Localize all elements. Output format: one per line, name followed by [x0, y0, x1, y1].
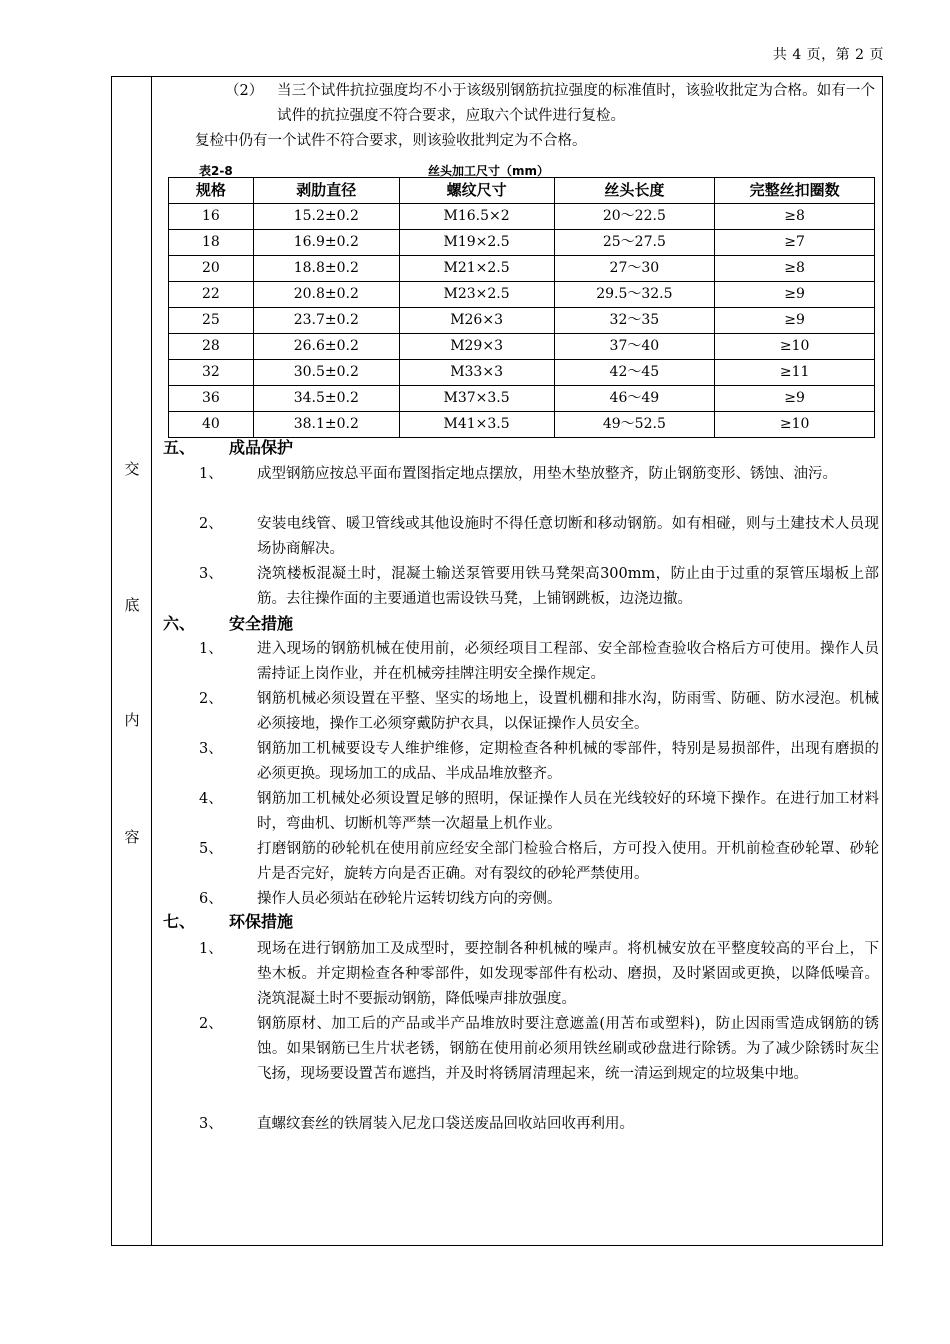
recheck-text: 复检中仍有一个试件不符合要求，则该验收批判定为不合格。: [195, 133, 587, 149]
table-cell: M21×2.5: [399, 256, 554, 282]
table-cell: 26.6±0.2: [253, 334, 399, 360]
side-label-column: [112, 77, 152, 1245]
list-item-text: 操作人员必须站在砂轮片运转切线方向的旁侧。: [257, 891, 562, 907]
table-cell: 16.9±0.2: [253, 230, 399, 256]
table-cell: 20: [169, 256, 254, 282]
table-row: [169, 256, 875, 282]
list-item-text: 安装电线管、暖卫管线或其他设施时不得任意切断和移动钢筋。如有相碰，则与土建技术人员现场协商解决。: [257, 516, 879, 557]
list-item-text: 现场在进行钢筋加工及成型时，要控制各种机械的噪声。将机械安放在平整度较高的平台上，下垫木板。并定期检查各种零部件，如发现零部件有松动、磨损，及时紧固或更换，以降低噪音。浇筑混凝土时不要振动钢筋，降低噪声排放强度。: [257, 941, 879, 1007]
section-number: 五、: [163, 438, 196, 457]
list-item: [199, 737, 879, 787]
list-item-text: 钢筋加工机械要设专人维护维修，定期检查各种机械的零部件，特别是易损部件，出现有磨损的必须更换。现场加工的成品、半成品堆放整齐。: [257, 741, 879, 782]
list-item: [199, 1112, 879, 1137]
col-header: 规格: [169, 178, 254, 204]
table-cell: 15.2±0.2: [253, 204, 399, 230]
table-row: [169, 204, 875, 230]
table-cell: ≥10: [715, 334, 875, 360]
table-cell: 38.1±0.2: [253, 412, 399, 438]
table-title: 丝头加工尺寸（mm）: [428, 164, 550, 178]
list-item: [199, 937, 879, 1012]
list-item-text: 进入现场的钢筋机械在使用前，必须经项目工程部、安全部检查验收合格后方可使用。操作人员需持证上岗作业，并在机械旁挂牌注明安全操作规定。: [257, 641, 879, 682]
list-item: [199, 787, 879, 837]
table-cell: 49～52.5: [554, 412, 715, 438]
table-cell: ≥9: [715, 386, 875, 412]
side-label-char: 底: [124, 596, 140, 614]
table-cell: ≥9: [715, 282, 875, 308]
table-body: [169, 204, 875, 438]
table-cell: M37×3.5: [399, 386, 554, 412]
list-item: [199, 687, 879, 737]
col-header: 丝头长度: [554, 178, 715, 204]
table-cell: 23.7±0.2: [253, 308, 399, 334]
list-item: [199, 637, 879, 687]
list-item-number: 2、: [199, 691, 223, 707]
col-header: 剥肋直径: [253, 178, 399, 204]
table-cell: 30.5±0.2: [253, 360, 399, 386]
table-row: [169, 308, 875, 334]
table-cell: ≥8: [715, 256, 875, 282]
section-title: 成品保护: [229, 438, 294, 457]
col-header: 完整丝扣圈数: [715, 178, 875, 204]
table-cell: 32～35: [554, 308, 715, 334]
table-cell: ≥11: [715, 360, 875, 386]
table-cell: M33×3: [399, 360, 554, 386]
side-label-char: 内: [124, 711, 140, 729]
list-item-number: 3、: [199, 566, 223, 582]
intro-item-number: （2）: [225, 83, 264, 99]
side-label-char: 容: [124, 828, 140, 846]
section-heading: [163, 909, 293, 934]
list-item: [199, 562, 879, 612]
list-item-number: 1、: [199, 941, 223, 957]
thread-size-table: [168, 177, 875, 438]
table-number: 表2-8: [199, 164, 233, 178]
table-cell: M41×3.5: [399, 412, 554, 438]
list-item-number: 3、: [199, 1116, 223, 1132]
content-area: [153, 77, 882, 1245]
table-cell: 20.8±0.2: [253, 282, 399, 308]
table-cell: 42～45: [554, 360, 715, 386]
table-cell: 25～27.5: [554, 230, 715, 256]
list-item-text: 直螺纹套丝的铁屑装入尼龙口袋送废品回收站回收再利用。: [257, 1116, 634, 1132]
list-item-number: 3、: [199, 741, 223, 757]
list-item: [199, 512, 879, 562]
section-number: 六、: [163, 614, 196, 633]
section-heading: [163, 611, 293, 636]
table-cell: 25: [169, 308, 254, 334]
table-cell: M23×2.5: [399, 282, 554, 308]
list-item: [199, 887, 879, 912]
intro-item: [225, 79, 875, 129]
table-cell: 16: [169, 204, 254, 230]
col-header: 螺纹尺寸: [399, 178, 554, 204]
table-cell: 28: [169, 334, 254, 360]
table-cell: 20～22.5: [554, 204, 715, 230]
table-cell: M26×3: [399, 308, 554, 334]
table-cell: M16.5×2: [399, 204, 554, 230]
table-cell: 40: [169, 412, 254, 438]
list-item: [199, 837, 879, 887]
section-heading: [163, 435, 293, 460]
table-cell: 27～30: [554, 256, 715, 282]
table-header-row: [169, 178, 875, 204]
list-item-text: 成型钢筋应按总平面布置图指定地点摆放，用垫木垫放整齐，防止钢筋变形、锈蚀、油污。: [257, 466, 837, 482]
table-cell: 34.5±0.2: [253, 386, 399, 412]
list-item-number: 1、: [199, 466, 223, 482]
table-cell: ≥9: [715, 308, 875, 334]
side-label-char: 交: [124, 460, 140, 478]
table-cell: 18: [169, 230, 254, 256]
list-item-number: 6、: [199, 891, 223, 907]
table-cell: ≥8: [715, 204, 875, 230]
list-item: [199, 462, 879, 487]
list-item-number: 4、: [199, 791, 223, 807]
intro-item-text: 当三个试件抗拉强度均不小于该级别钢筋抗拉强度的标准值时，该验收批定为合格。如有一个试件的抗拉强度不符合要求，应取六个试件进行复检。: [277, 83, 875, 124]
table-row: [169, 334, 875, 360]
table-cell: M29×3: [399, 334, 554, 360]
table-cell: 32: [169, 360, 254, 386]
table-cell: 18.8±0.2: [253, 256, 399, 282]
section-title: 环保措施: [229, 912, 294, 931]
table-cell: ≥10: [715, 412, 875, 438]
table-row: [169, 282, 875, 308]
list-item: [199, 1012, 879, 1087]
list-item-text: 钢筋加工机械处必须设置足够的照明，保证操作人员在光线较好的环境下操作。在进行加工材料时，弯曲机、切断机等严禁一次超量上机作业。: [257, 791, 879, 832]
list-item-number: 5、: [199, 841, 223, 857]
page-number-header: 共 4 页，第 2 页: [772, 47, 884, 63]
list-item-number: 2、: [199, 516, 223, 532]
table-row: [169, 360, 875, 386]
table-row: [169, 230, 875, 256]
table-row: [169, 412, 875, 438]
table-cell: 36: [169, 386, 254, 412]
section-number: 七、: [163, 912, 196, 931]
table-cell: 37～40: [554, 334, 715, 360]
list-item-text: 钢筋机械必须设置在平整、坚实的场地上，设置机棚和排水沟，防雨雪、防砸、防水浸泡。机械必须接地，操作工必须穿戴防护衣具，以保证操作人员安全。: [257, 691, 879, 732]
list-item-number: 2、: [199, 1016, 223, 1032]
table-cell: ≥7: [715, 230, 875, 256]
document-frame: [111, 76, 883, 1246]
table-cell: 46～49: [554, 386, 715, 412]
table-cell: M19×2.5: [399, 230, 554, 256]
list-item-text: 钢筋原材、加工后的产品或半产品堆放时要注意遮盖(用苫布或塑料)，防止因雨雪造成钢筋的锈蚀。如果钢筋已生片状老锈，钢筋在使用前必须用铁丝刷或砂盘进行除锈。为了减少除锈时灰尘飞扬，现场要设置苫布遮挡，并及时将锈屑清理起来，统一清运到规定的垃圾集中地。: [257, 1016, 879, 1082]
table-cell: 22: [169, 282, 254, 308]
list-item-text: 打磨钢筋的砂轮机在使用前应经安全部门检验合格后，方可投入使用。开机前检查砂轮罩、砂轮片是否完好，旋转方向是否正确。对有裂纹的砂轮严禁使用。: [257, 841, 879, 882]
list-item-text: 浇筑楼板混凝土时，混凝土输送泵管要用铁马凳架高300mm，防止由于过重的泵管压塌板上部筋。去往操作面的主要通道也需设铁马凳，上铺钢跳板，边浇边撤。: [257, 566, 879, 607]
list-item-number: 1、: [199, 641, 223, 657]
table-cell: 29.5～32.5: [554, 282, 715, 308]
section-title: 安全措施: [229, 614, 294, 633]
table-row: [169, 386, 875, 412]
